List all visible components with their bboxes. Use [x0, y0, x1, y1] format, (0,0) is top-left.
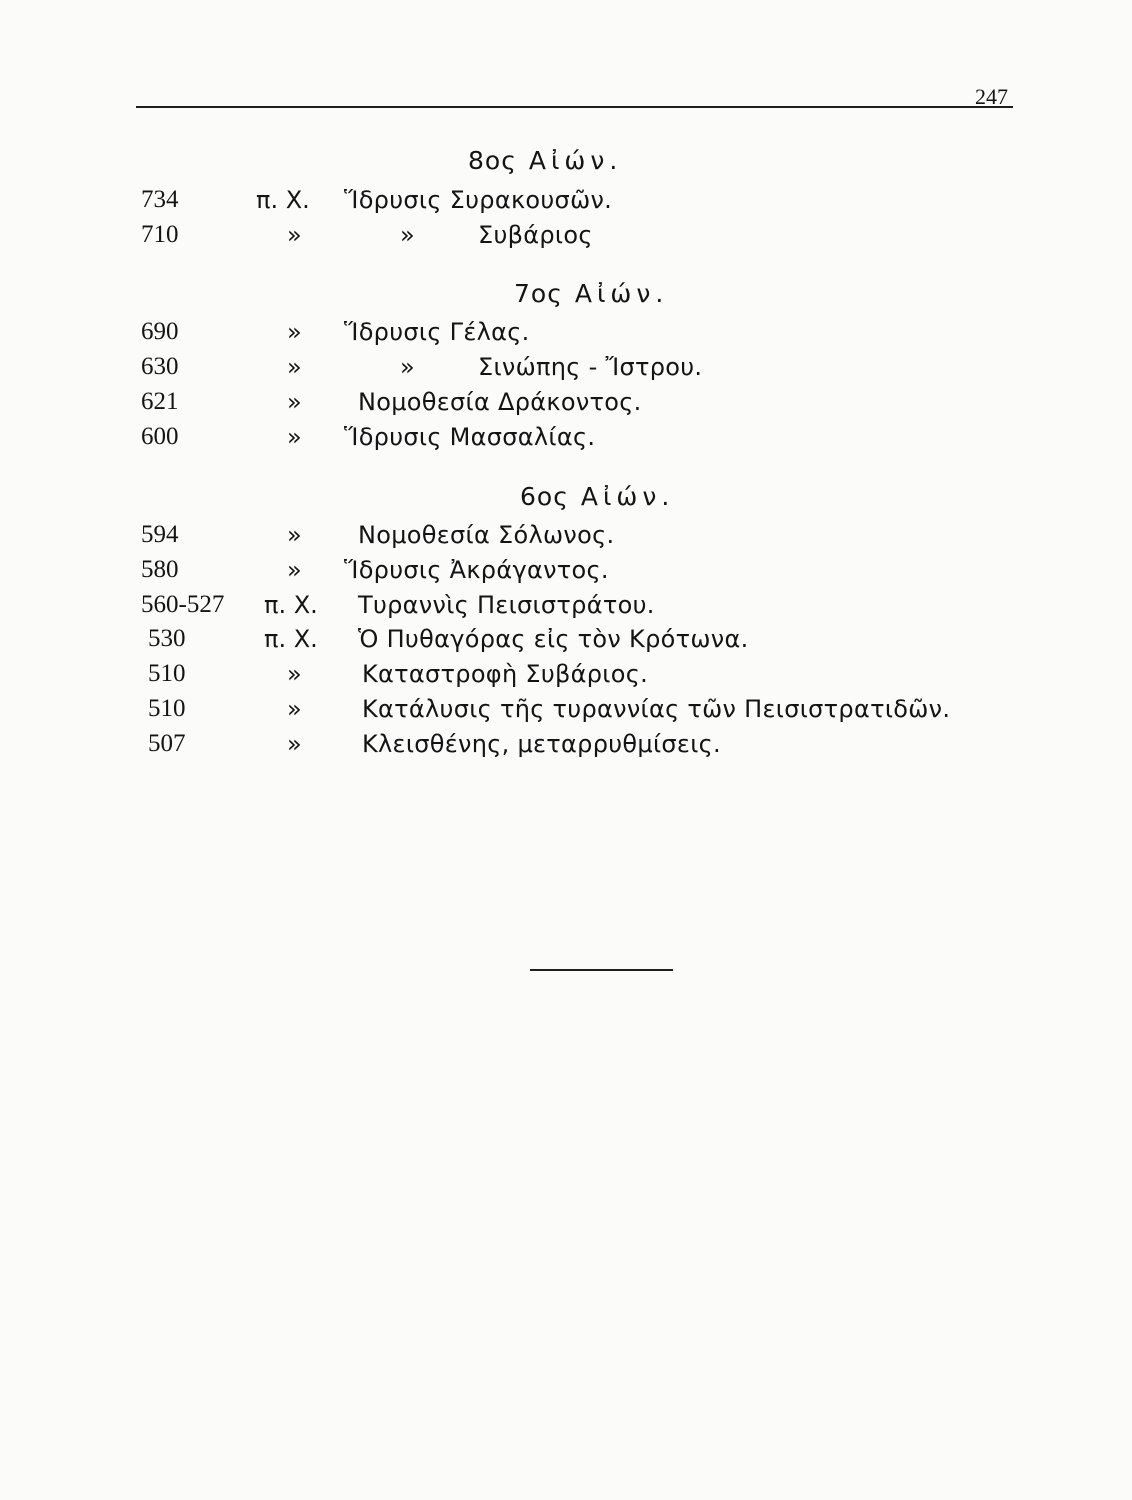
- timeline-row: [0, 695, 1132, 729]
- era-marker: π. Χ.: [264, 625, 318, 653]
- event-text: Νομοθεσία Σόλωνος.: [358, 521, 615, 549]
- timeline-row: [0, 388, 1132, 422]
- heading-word: Αἰών.: [528, 146, 623, 175]
- year: 710: [141, 221, 179, 248]
- event-text: Συβάριος: [478, 221, 593, 249]
- heading-ordinal: 6ος: [520, 482, 569, 511]
- era-marker: π. Χ.: [256, 186, 310, 214]
- year: 510: [148, 695, 186, 722]
- era-marker: π. Χ.: [264, 591, 318, 619]
- event-text: Νομοθεσία Δράκοντος.: [358, 388, 642, 416]
- timeline-row: [0, 591, 1132, 625]
- timeline-row: [0, 353, 1132, 387]
- year: 594: [141, 521, 179, 548]
- timeline-row: [0, 318, 1132, 352]
- timeline-row: [0, 521, 1132, 555]
- timeline-row: [0, 660, 1132, 694]
- header-rule: [136, 106, 1013, 108]
- timeline-row: [0, 221, 1132, 255]
- event-text: Ἵδρυσις Μασσαλίας.: [344, 423, 596, 451]
- timeline-row: [0, 186, 1132, 220]
- year: 530: [148, 625, 186, 652]
- timeline-row: [0, 625, 1132, 659]
- event-text: Ἵδρυσις Ἀκράγαντος.: [344, 556, 609, 584]
- ditto-mark: »: [287, 221, 302, 249]
- ditto-mark: »: [287, 521, 302, 549]
- heading-ordinal: 8ος: [468, 146, 517, 175]
- closing-rule: [530, 969, 673, 971]
- timeline-row: [0, 730, 1132, 764]
- section-heading-7th-century: [514, 279, 668, 308]
- heading-word: Αἰών.: [580, 482, 675, 511]
- ditto-mark: »: [287, 388, 302, 416]
- timeline-row: [0, 556, 1132, 590]
- heading-word: Αἰών.: [574, 279, 669, 308]
- event-text: Κατάλυσις τῆς τυραννίας τῶν Πεισιστρατιδῶν.: [362, 695, 951, 723]
- timeline-row: [0, 423, 1132, 457]
- ditto-mark: »: [287, 556, 302, 584]
- event-text: Σινώπης - Ἴστρου.: [478, 353, 703, 381]
- heading-ordinal: 7ος: [514, 279, 563, 308]
- year: 734: [141, 186, 179, 213]
- year: 560-527: [141, 591, 225, 618]
- year: 600: [141, 423, 179, 450]
- event-text: Καταστροφὴ Συβάριος.: [362, 660, 649, 688]
- section-heading-8th-century: [468, 146, 622, 175]
- section-heading-6th-century: [520, 482, 674, 511]
- ditto-mark-2: »: [400, 221, 415, 249]
- ditto-mark: »: [287, 695, 302, 723]
- event-text: Ἵδρυσις Συρακουσῶν.: [344, 186, 613, 214]
- year: 510: [148, 660, 186, 687]
- ditto-mark: »: [287, 353, 302, 381]
- event-text: Κλεισθένης, μεταρρυθμίσεις.: [362, 730, 721, 758]
- year: 621: [141, 388, 179, 415]
- ditto-mark: »: [287, 318, 302, 346]
- ditto-mark-2: »: [400, 353, 415, 381]
- year: 580: [141, 556, 179, 583]
- ditto-mark: »: [287, 423, 302, 451]
- event-text: Τυραννὶς Πεισιστράτου.: [358, 591, 655, 619]
- event-text: Ὁ Πυθαγόρας εἰς τὸν Κρότωνα.: [358, 625, 749, 653]
- ditto-mark: »: [287, 730, 302, 758]
- page-number: 247: [975, 84, 1008, 109]
- event-text: Ἵδρυσις Γέλας.: [344, 318, 530, 346]
- year: 507: [148, 730, 186, 757]
- year: 630: [141, 353, 179, 380]
- year: 690: [141, 318, 179, 345]
- ditto-mark: »: [287, 660, 302, 688]
